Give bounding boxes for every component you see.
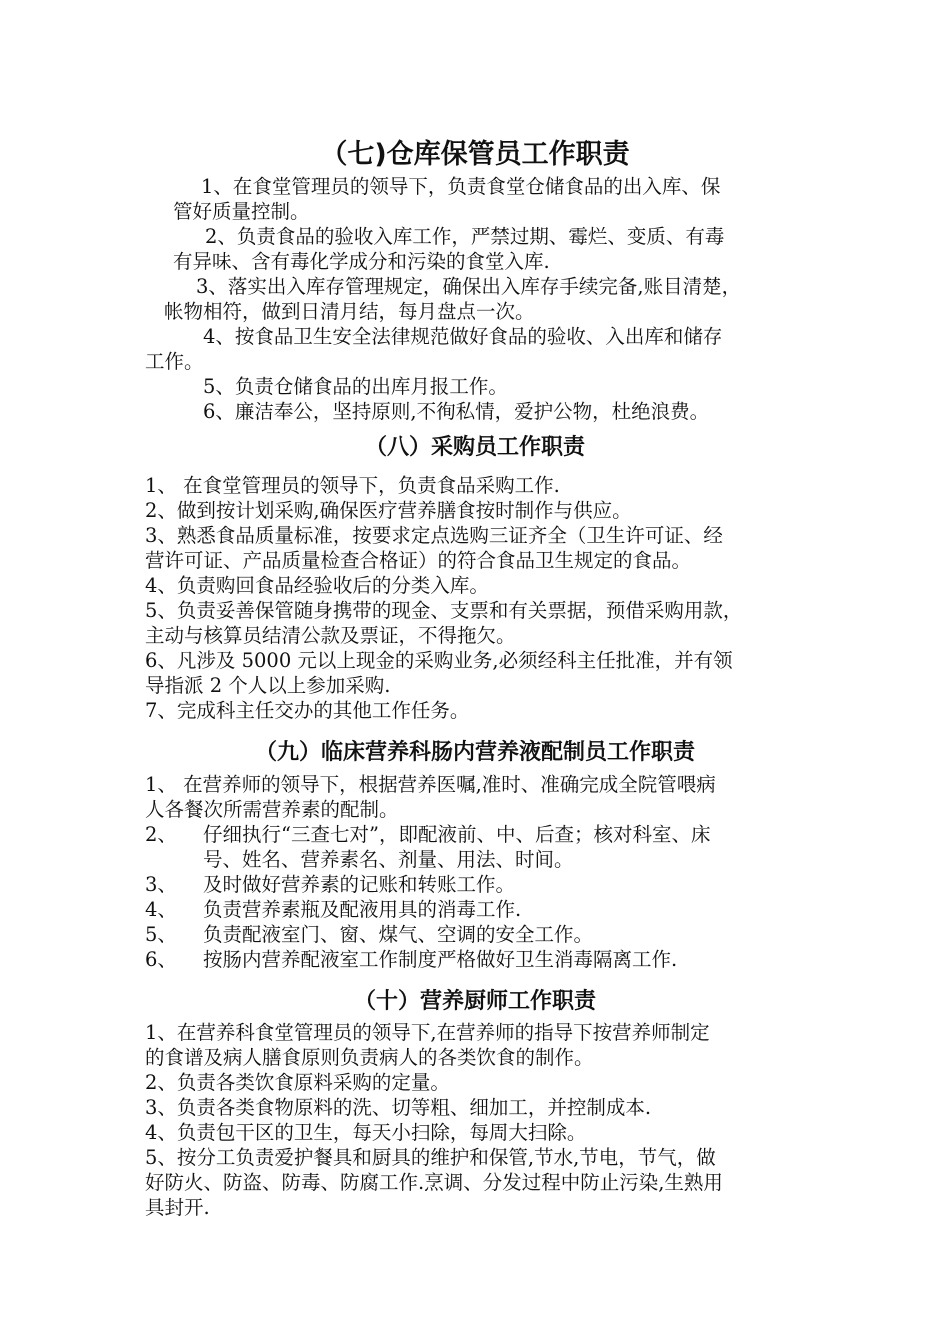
- paragraph-line: 2、做到按计划采购,确保医疗营养膳食按时制作与供应。: [145, 499, 632, 522]
- paragraph-line: 仔细执行“三查七对”，即配液前、中、后查；核对科室、床: [203, 823, 711, 846]
- paragraph-line: 人各餐次所需营养素的配制。: [145, 798, 399, 821]
- paragraph-line: 主动与核算员结清公款及票证，不得拖欠。: [145, 624, 516, 647]
- paragraph-line: 管好质量控制。: [173, 200, 310, 223]
- paragraph-line: 好防火、防盗、防毒、防腐工作.烹调、分发过程中防止污染,生熟用: [145, 1171, 723, 1194]
- list-number: 2、: [145, 823, 177, 846]
- paragraph-line: 帐物相符，做到日清月结，每月盘点一次。: [164, 300, 535, 323]
- paragraph-line: 5、负责仓储食品的出库月报工作。: [203, 375, 508, 398]
- paragraph-line: 及时做好营养素的记账和转账工作。: [203, 873, 516, 896]
- paragraph-line: 负责配液室门、窗、煤气、空调的安全工作。: [203, 923, 594, 946]
- section-title-purchaser: （八）采购员工作职责: [364, 435, 585, 460]
- paragraph-line: 6、凡涉及 5000 元以上现金的采购业务,必须经科主任批准，并有领: [145, 649, 733, 672]
- section-title-enteral-nutrition-preparer: （九）临床营养科肠内营养液配制员工作职责: [254, 740, 695, 765]
- paragraph-line: 2、负责各类饮食原料采购的定量。: [145, 1071, 450, 1094]
- paragraph-line: 1、在营养科食堂管理员的领导下,在营养师的指导下按营养师制定: [145, 1021, 710, 1044]
- paragraph-line: 5、按分工负责爱护餐具和厨具的维护和保管,节水,节电，节气，做: [145, 1146, 716, 1169]
- paragraph-line: 具封开.: [145, 1196, 210, 1219]
- list-number: 3、: [145, 873, 177, 896]
- paragraph-line: 4、按食品卫生安全法律规范做好食品的验收、入出库和储存: [203, 325, 723, 348]
- paragraph-line: 4、负责包干区的卫生，每天小扫除，每周大扫除。: [145, 1121, 587, 1144]
- paragraph-line: 3、负责各类食物原料的洗、切等粗、细加工，并控制成本.: [145, 1096, 652, 1119]
- section-title-nutrition-cook: （十）营养厨师工作职责: [353, 989, 596, 1014]
- paragraph-line: 3、落实出入库存管理规定，确保出入库存手续完备,账目清楚，: [196, 275, 742, 298]
- section-title-warehouse-keeper: （七)仓库保管员工作职责: [320, 139, 630, 170]
- list-number: 4、: [145, 898, 177, 921]
- paragraph-line: 1、 在营养师的领导下，根据营养医嘱,准时、准确完成全院管喂病: [145, 773, 716, 796]
- paragraph-line: 工作。: [145, 350, 204, 373]
- paragraph-line: 2、负责食品的验收入库工作，严禁过期、霉烂、变质、有毒: [205, 225, 725, 248]
- paragraph-line: 1、在食堂管理员的领导下，负责食堂仓储食品的出入库、保: [201, 175, 721, 198]
- paragraph-line: 的食谱及病人膳食原则负责病人的各类饮食的制作。: [145, 1046, 594, 1069]
- paragraph-line: 有异味、含有毒化学成分和污染的食堂入库.: [173, 250, 550, 273]
- list-number: 5、: [145, 923, 177, 946]
- paragraph-line: 5、负责妥善保管随身携带的现金、支票和有关票据，预借采购用款，: [145, 599, 743, 622]
- paragraph-line: 6、廉洁奉公，坚持原则,不徇私情，爱护公物，杜绝浪费。: [203, 400, 710, 423]
- paragraph-line: 7、完成科主任交办的其他工作任务。: [145, 699, 470, 722]
- list-number: 6、: [145, 948, 177, 971]
- paragraph-line: 营许可证、产品质量检查合格证）的符合食品卫生规定的食品。: [145, 549, 692, 572]
- paragraph-line: 3、熟悉食品质量标准，按要求定点选购三证齐全（卫生许可证、经: [145, 524, 723, 547]
- paragraph-line: 4、负责购回食品经验收后的分类入库。: [145, 574, 489, 597]
- paragraph-line: 按肠内营养配液室工作制度严格做好卫生消毒隔离工作.: [203, 948, 678, 971]
- paragraph-line: 负责营养素瓶及配液用具的消毒工作.: [203, 898, 522, 921]
- paragraph-line: 导指派 2 个人以上参加采购.: [145, 674, 391, 697]
- paragraph-line: 1、 在食堂管理员的领导下，负责食品采购工作.: [145, 474, 560, 497]
- paragraph-line: 号、姓名、营养素名、剂量、用法、时间。: [203, 848, 574, 871]
